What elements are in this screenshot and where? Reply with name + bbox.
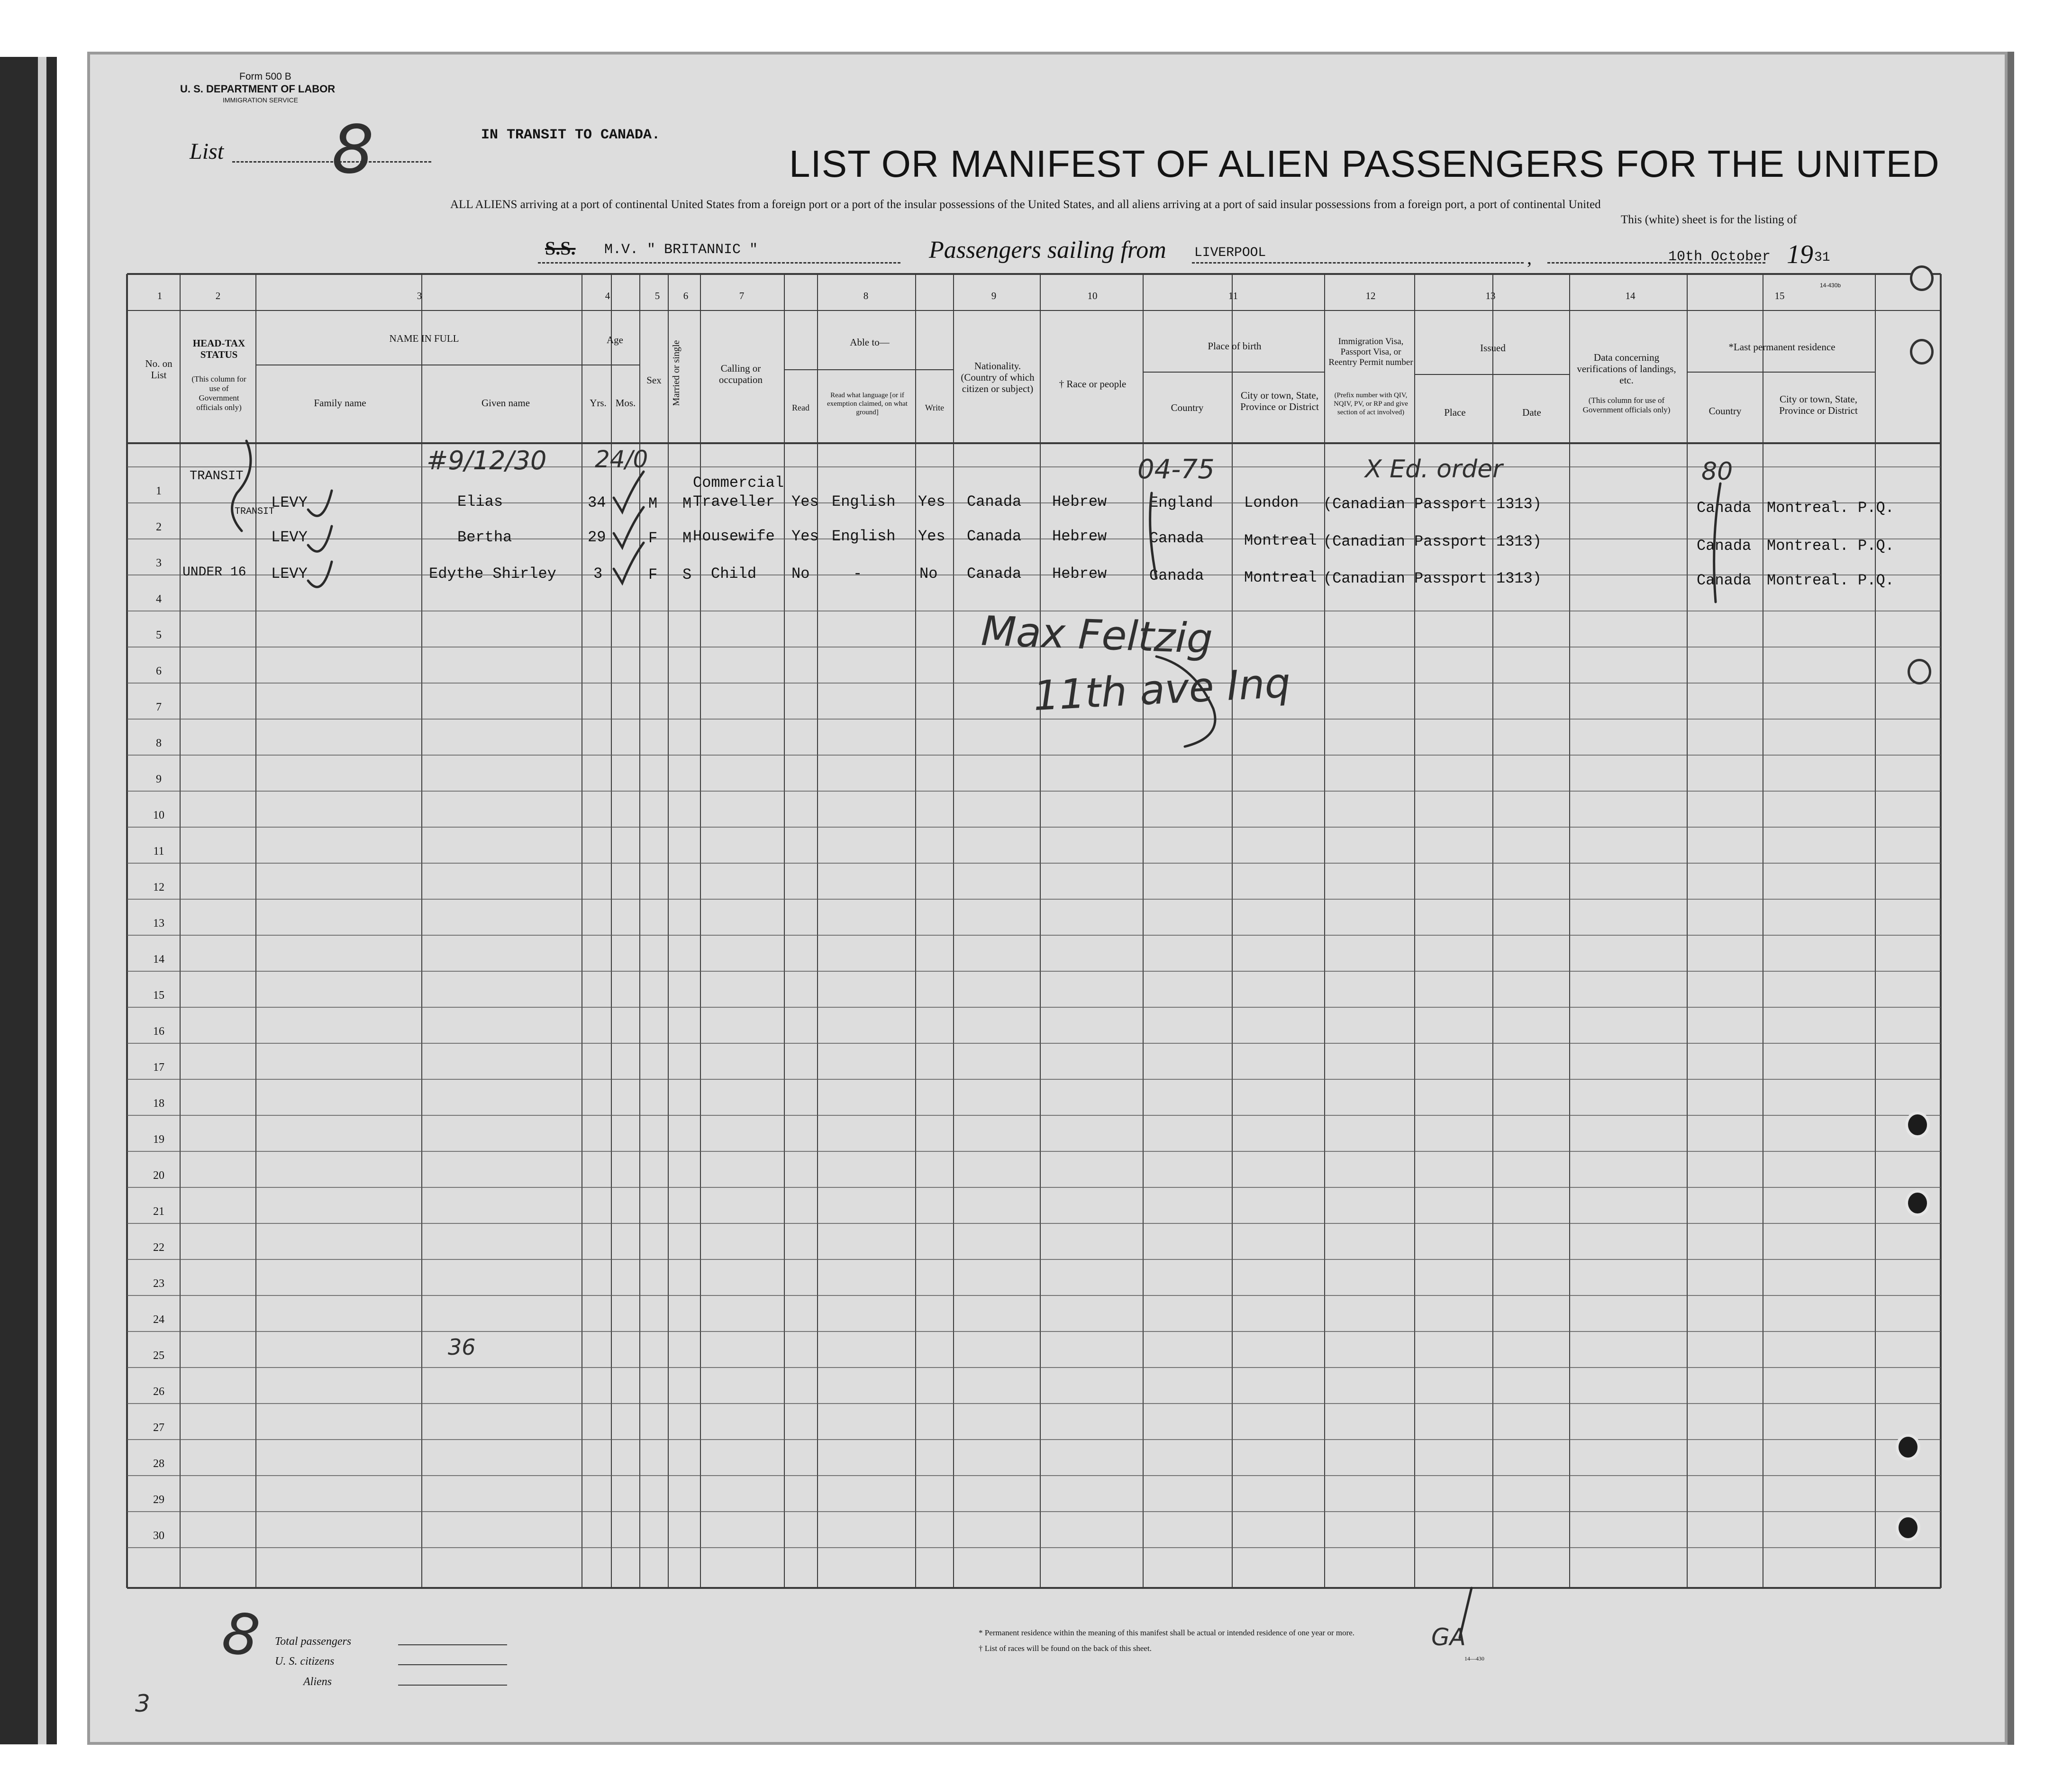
service-name: IMMIGRATION SERVICE — [223, 96, 298, 104]
check-icon — [614, 472, 644, 512]
row-number: 16 — [153, 1025, 164, 1038]
inspector-signature: Max Feltzig — [980, 607, 1214, 663]
row-number: 19 — [153, 1133, 164, 1146]
birth-country-header: Country — [1171, 402, 1204, 413]
family-name: LEVY — [271, 565, 308, 583]
read-language-header: Read what language [or if exemption claimed, on what ground] — [827, 392, 908, 416]
footer-form-code: 14—430 — [1464, 1655, 1484, 1662]
signature-flourish — [1156, 657, 1215, 747]
nationality: Canada — [967, 493, 1022, 511]
years-header: Yrs. — [590, 397, 607, 409]
family-name: LEVY — [271, 529, 308, 546]
manifest-title: LIST OR MANIFEST OF ALIEN PASSENGERS FOR THE UNITED — [789, 143, 1940, 185]
row-number: 9 — [156, 773, 162, 785]
race-footnote: † List of races will be found on the back of this sheet. — [979, 1644, 1152, 1653]
can-write: Yes — [918, 528, 945, 545]
residence-mark: 80 — [1701, 457, 1733, 486]
age-header: Age — [607, 334, 623, 346]
calling: Commercial — [693, 474, 784, 492]
marital-header: Married or single — [671, 340, 682, 406]
left-margin-mark: 8 — [218, 1600, 264, 1670]
row-25-mark: 36 — [448, 1334, 476, 1360]
column-number: 11 — [1228, 290, 1238, 301]
residence-city-header: City or town, State, Province or District — [1779, 393, 1858, 416]
check-icon — [308, 526, 332, 551]
visa-number: (Canadian Passport 1313) — [1323, 533, 1542, 550]
bracket-mark — [1150, 493, 1156, 578]
birth-country: Canada — [1149, 567, 1204, 584]
footer-stroke — [1460, 1588, 1472, 1638]
check-icon — [308, 491, 332, 516]
row-number: 12 — [153, 881, 164, 894]
birth-code-note: 04-75 — [1137, 454, 1215, 485]
row-number: 29 — [153, 1494, 164, 1506]
row-number: 30 — [153, 1530, 164, 1542]
row-number: 5 — [156, 629, 162, 641]
transit-note: IN TRANSIT TO CANADA. — [481, 127, 661, 143]
family-name: LEVY — [271, 494, 308, 511]
residence-city: Montreal. P.Q. — [1767, 572, 1894, 589]
data-concerning-note: (This column for use of Government officials only) — [1582, 396, 1671, 414]
residence-country: Canada — [1697, 572, 1752, 589]
row-number: 1 — [156, 485, 162, 497]
list-number: 8 — [332, 111, 374, 189]
aliens-label: Aliens — [303, 1676, 332, 1688]
sex: M — [648, 495, 658, 512]
column-number: 10 — [1087, 290, 1098, 301]
column-number: 7 — [739, 290, 745, 301]
place-of-birth-header: Place of birth — [1208, 340, 1262, 352]
binder-hole — [1905, 1112, 1930, 1138]
head-tax-status: TRANSIT — [235, 506, 275, 517]
can-read: Yes — [791, 528, 819, 545]
birth-city: Montreal — [1244, 532, 1317, 549]
issued-header: Issued — [1480, 342, 1506, 354]
issued-place-header: Place — [1444, 407, 1466, 418]
column-number: 6 — [683, 290, 689, 301]
visa-note: (Prefix number with QIV, NQIV, PV, or RP and give section of act involved) — [1334, 392, 1408, 416]
given-name: Elias — [457, 493, 503, 511]
row-number: 8 — [156, 737, 162, 749]
residence-city: Montreal. P.Q. — [1767, 499, 1894, 517]
head-tax-status: TRANSIT — [190, 469, 244, 483]
given-name: Edythe Shirley — [429, 565, 556, 583]
residence-country: Canada — [1697, 537, 1752, 555]
can-write: No — [919, 565, 938, 583]
row-number: 15 — [153, 989, 164, 1002]
binder-hole-empty — [1908, 659, 1931, 684]
form-code: 14-430b — [1820, 282, 1841, 289]
last-residence-header: *Last permanent residence — [1728, 341, 1836, 353]
row-number: 17 — [153, 1061, 164, 1074]
visa-number: (Canadian Passport 1313) — [1323, 570, 1542, 587]
nationality-header: Nationality. (Country of which citizen or subject) — [961, 360, 1035, 394]
form-number: Form 500 B — [239, 71, 291, 82]
months-header: Mos. — [615, 397, 636, 409]
inspector-signature-line-2: 11th ave Inq — [1032, 659, 1292, 720]
check-icon — [308, 562, 332, 587]
given-name-header: Given name — [481, 397, 530, 409]
row-number: 6 — [156, 665, 162, 677]
row-number: 10 — [153, 809, 164, 821]
nationality: Canada — [967, 528, 1022, 545]
marital-status: S — [682, 566, 692, 584]
manifest-subtitle-2: This (white) sheet is for the listing of — [1621, 213, 1797, 226]
row-number: 11 — [153, 845, 164, 857]
calling-header: Calling or occupation — [718, 363, 763, 385]
given-name: Bertha — [457, 529, 512, 546]
check-icon — [614, 543, 644, 583]
year-suffix: 31 — [1814, 250, 1830, 265]
write-header: Write — [925, 403, 945, 412]
nationality: Canada — [967, 565, 1022, 583]
birth-city-header: City or town, State, Province or District — [1240, 390, 1319, 412]
read-language: English — [832, 528, 896, 545]
binder-hole-empty — [1910, 265, 1934, 291]
data-concerning-header: Data concerning verifications of landings, etc. — [1577, 352, 1676, 386]
column-number: 9 — [991, 290, 997, 301]
column-number: 14 — [1625, 290, 1636, 301]
age-years: 3 — [593, 565, 603, 583]
birth-city: London — [1244, 494, 1299, 511]
read-language: - — [853, 565, 863, 583]
birth-country: England — [1149, 494, 1213, 511]
list-reference-note: #9/12/30 — [427, 446, 547, 475]
row-number: 21 — [153, 1205, 164, 1218]
column-number: 3 — [417, 290, 422, 301]
vessel-prefix: S.S. — [545, 237, 576, 259]
birth-city: Montreal — [1244, 569, 1317, 586]
visa-number: (Canadian Passport 1313) — [1323, 495, 1542, 513]
us-citizens-label: U. S. citizens — [275, 1655, 335, 1668]
race: Hebrew — [1052, 493, 1107, 511]
row-number: 20 — [153, 1169, 164, 1182]
departure-date: 10th October — [1668, 249, 1771, 265]
row-number: 2 — [156, 521, 162, 533]
race-header: † Race or people — [1059, 378, 1127, 390]
sex: F — [648, 566, 658, 584]
column-number: 1 — [157, 290, 163, 301]
vessel-name: M.V. " BRITANNIC " — [604, 242, 758, 258]
marital-status: M — [682, 495, 692, 512]
sex-header: Sex — [646, 374, 662, 386]
departure-port: LIVERPOOL — [1194, 246, 1266, 260]
column-number: 12 — [1365, 290, 1376, 301]
row-number: 3 — [156, 557, 162, 569]
list-label: List — [190, 139, 224, 164]
age-years: 29 — [588, 529, 606, 546]
column-number: 8 — [863, 290, 869, 301]
row-number: 25 — [153, 1350, 164, 1362]
row-number: 24 — [153, 1313, 164, 1326]
residence-city: Montreal. P.Q. — [1767, 537, 1894, 555]
corner-mark: 3 — [135, 1690, 150, 1717]
department-name: U. S. DEPARTMENT OF LABOR — [180, 83, 336, 95]
able-to-header: Able to— — [850, 337, 890, 348]
calling: Traveller — [693, 493, 775, 511]
binder-hole — [1896, 1514, 1920, 1541]
can-read: Yes — [791, 493, 819, 511]
residence-country-header: Country — [1708, 405, 1742, 417]
binder-hole — [1896, 1434, 1920, 1460]
head-tax-status: UNDER 16 — [182, 565, 246, 580]
calling: Housewife — [693, 528, 775, 545]
row-number: 14 — [153, 953, 164, 966]
age-note: 24/0 — [595, 446, 648, 473]
marital-status: M — [682, 529, 692, 547]
row-number: 13 — [153, 917, 164, 930]
read-header: Read — [792, 403, 809, 412]
column-number: 5 — [654, 290, 660, 301]
issued-date-header: Date — [1522, 407, 1541, 418]
head-tax-note: (This column for use of Government officials only) — [191, 374, 246, 412]
sailing-label: Passengers sailing from — [929, 237, 1166, 264]
race: Hebrew — [1052, 565, 1107, 583]
can-read: No — [791, 565, 810, 583]
bracket-mark — [1714, 483, 1720, 602]
race: Hebrew — [1052, 528, 1107, 545]
row-number: 22 — [153, 1241, 164, 1254]
row-number: 23 — [153, 1277, 164, 1290]
comma: , — [1527, 247, 1532, 268]
visa-annotation: X Ed. order — [1365, 455, 1503, 483]
year-prefix: 19 — [1787, 240, 1813, 269]
column-number: 13 — [1485, 290, 1496, 301]
row-number: 4 — [156, 593, 162, 605]
name-in-full-header: NAME IN FULL — [389, 333, 459, 344]
footer-handwritten-mark: GA — [1431, 1623, 1466, 1651]
row-number: 7 — [156, 701, 162, 713]
manifest-subtitle: ALL ALIENS arriving at a port of continental United States from a foreign port or a port of the insular possessions of the United States, and all aliens arriving at a port of said insular possessions from a foreign port, a port of continental United — [450, 198, 1601, 211]
family-name-header: Family name — [314, 397, 366, 409]
residence-footnote: * Permanent residence within the meaning of this manifest shall be actual or intended residence of one year or more. — [979, 1628, 1355, 1637]
can-write: Yes — [918, 493, 945, 511]
column-number: 15 — [1774, 290, 1785, 301]
row-number: 27 — [153, 1422, 164, 1434]
age-years: 34 — [588, 494, 606, 511]
residence-country: Canada — [1697, 499, 1752, 517]
column-number: 4 — [605, 290, 610, 301]
visa-header: Immigration Visa, Passport Visa, or Reentry Permit number — [1328, 337, 1413, 367]
head-tax-header: HEAD-TAX STATUS — [192, 337, 245, 360]
row-number: 18 — [153, 1097, 164, 1110]
binder-hole — [1905, 1190, 1930, 1216]
birth-country: Canada — [1149, 529, 1204, 547]
sex: F — [648, 529, 658, 547]
calling: Child — [711, 565, 757, 583]
check-icon — [614, 507, 644, 547]
total-passengers-label: Total passengers — [275, 1635, 352, 1648]
binder-hole-empty — [1910, 339, 1934, 365]
row-number: 26 — [153, 1386, 164, 1398]
row-number: 28 — [153, 1458, 164, 1470]
read-language: English — [832, 493, 896, 511]
column-number: 2 — [215, 290, 221, 301]
bracket-mark — [232, 441, 251, 531]
no-on-list-header: No. on List — [145, 358, 173, 381]
